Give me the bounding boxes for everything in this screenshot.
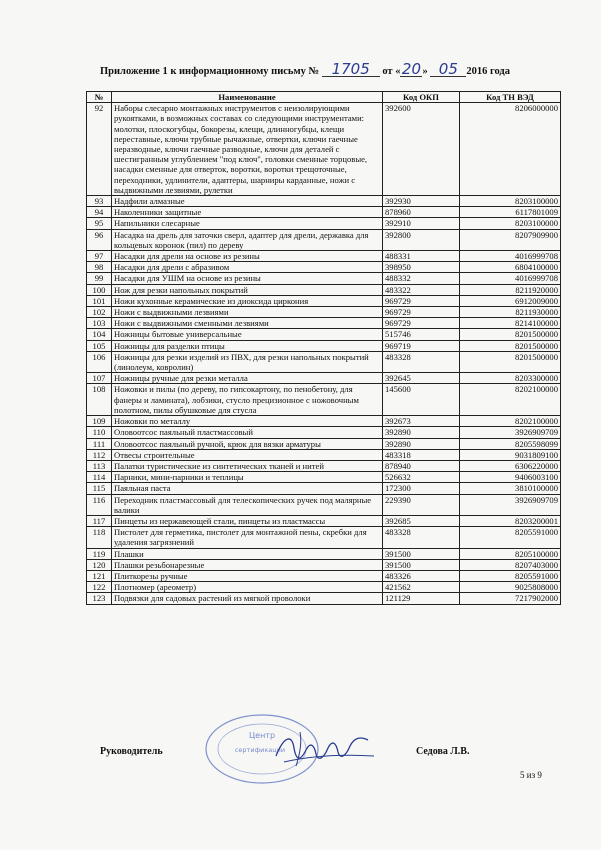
row-okp-code: 526632 — [383, 472, 460, 483]
row-number: 99 — [87, 273, 112, 284]
row-name: Переходник пластмассовый для телескопических ручек под малярные валики — [112, 494, 383, 515]
row-name: Ножницы бытовые универсальные — [112, 329, 383, 340]
signatory-name: Седова Л.В. — [416, 746, 470, 757]
signature — [270, 726, 380, 772]
row-okp-code: 391500 — [383, 559, 460, 570]
row-number: 118 — [87, 527, 112, 548]
row-okp-code: 878960 — [383, 207, 460, 218]
table-row — [87, 318, 561, 329]
page-number: 5 из 9 — [520, 770, 542, 780]
row-number: 92 — [87, 103, 112, 196]
row-okp-code: 878940 — [383, 460, 460, 471]
products-table — [86, 91, 561, 605]
row-number: 123 — [87, 593, 112, 604]
table-row — [87, 416, 561, 427]
row-name: Насадки для УШМ на основе из резины — [112, 273, 383, 284]
document-header — [100, 62, 570, 77]
row-number: 117 — [87, 515, 112, 526]
row-tnved-code: 8203300000 — [460, 373, 561, 384]
table-row — [87, 196, 561, 207]
row-okp-code: 121129 — [383, 593, 460, 604]
table-row — [87, 570, 561, 581]
header-from: от « — [382, 66, 401, 77]
row-name: Наборы слесарно монтажных инструментов с неизолирующими рукоятками, в возможных составах со следующими инструментами: молотки, плоскогубцы, бокорезы, клещи, длинногубцы, клещи переставные, ключи трубные рычажные, отвертки, ключи гаечные неразводные, ключи гаечные разводные, ключи для деталей с шестигранным углублением "под ключ", головки сменные торцовые, насадки сменные для отверток, воротки, воротки трещоточные, переходники, удлинители, адаптеры, шарниры карданные, ножи с выдвижными лезвиями, рулетки — [112, 103, 383, 196]
table-row — [87, 262, 561, 273]
table-row — [87, 218, 561, 229]
row-name: Напильники слесарные — [112, 218, 383, 229]
row-name: Плотномер (ареометр) — [112, 582, 383, 593]
column-header-okp: Код ОКП — [383, 92, 460, 103]
row-tnved-code: 6117801009 — [460, 207, 561, 218]
table-row — [87, 548, 561, 559]
column-header-tnved: Код ТН ВЭД — [460, 92, 561, 103]
row-number: 113 — [87, 460, 112, 471]
row-name: Ножницы для резки изделий из ПВХ, для резки напольных покрытий (линолеум, ковролин) — [112, 351, 383, 372]
row-tnved-code: 8214100000 — [460, 318, 561, 329]
row-number: 114 — [87, 472, 112, 483]
row-name: Парники, мини-парники и теплицы — [112, 472, 383, 483]
row-number: 93 — [87, 196, 112, 207]
row-name: Надфили алмазные — [112, 196, 383, 207]
row-tnved-code: 8207403000 — [460, 559, 561, 570]
row-name: Ножовки и пилы (по дереву, по гипсокартону, по пенобетону, для фанеры и ламината), лобзики, стусло прецизионное с ножовочным полотном, пилы обушковые для стусла — [112, 384, 383, 416]
row-tnved-code: 8203100000 — [460, 196, 561, 207]
row-name: Плашки резьбонарезные — [112, 559, 383, 570]
row-okp-code: 392645 — [383, 373, 460, 384]
row-name: Пинцеты из нержавеющей стали, пинцеты из пластмассы — [112, 515, 383, 526]
row-tnved-code: 8202100000 — [460, 384, 561, 416]
row-number: 101 — [87, 295, 112, 306]
row-tnved-code: 6306220000 — [460, 460, 561, 471]
header-letter-number: 1705 — [322, 62, 380, 77]
row-okp-code: 391500 — [383, 548, 460, 559]
row-tnved-code: 8206000000 — [460, 103, 561, 196]
row-number: 110 — [87, 427, 112, 438]
row-name: Ножи кухонные керамические из диоксида циркония — [112, 295, 383, 306]
row-okp-code: 483328 — [383, 351, 460, 372]
row-tnved-code: 8205100000 — [460, 548, 561, 559]
row-number: 104 — [87, 329, 112, 340]
header-quote-close: » — [422, 66, 428, 77]
row-tnved-code: 3810100000 — [460, 483, 561, 494]
row-number: 107 — [87, 373, 112, 384]
row-name: Оловоотсос паяльный пластмассовый — [112, 427, 383, 438]
row-okp-code: 229390 — [383, 494, 460, 515]
table-row — [87, 559, 561, 570]
row-number: 119 — [87, 548, 112, 559]
table-row — [87, 494, 561, 515]
table-row — [87, 582, 561, 593]
row-name: Ножницы для разделки птицы — [112, 340, 383, 351]
row-tnved-code: 8211920000 — [460, 284, 561, 295]
table-row — [87, 460, 561, 471]
row-tnved-code: 8202100000 — [460, 416, 561, 427]
row-name: Ножи с выдвижными лезвиями — [112, 307, 383, 318]
row-number: 106 — [87, 351, 112, 372]
row-name: Плиткорезы ручные — [112, 570, 383, 581]
table-row — [87, 527, 561, 548]
row-okp-code: 488332 — [383, 273, 460, 284]
row-okp-code: 969719 — [383, 340, 460, 351]
row-okp-code: 145600 — [383, 384, 460, 416]
row-tnved-code: 8207909900 — [460, 229, 561, 250]
row-name: Паяльная паста — [112, 483, 383, 494]
row-name: Нож для резки напольных покрытий — [112, 284, 383, 295]
table-row — [87, 438, 561, 449]
row-okp-code: 392800 — [383, 229, 460, 250]
row-number: 100 — [87, 284, 112, 295]
row-number: 109 — [87, 416, 112, 427]
row-tnved-code: 8201500000 — [460, 329, 561, 340]
signatory-title: Руководитель — [100, 746, 163, 757]
row-okp-code: 969729 — [383, 295, 460, 306]
table-row — [87, 284, 561, 295]
row-okp-code: 392600 — [383, 103, 460, 196]
row-number: 121 — [87, 570, 112, 581]
row-okp-code: 392890 — [383, 427, 460, 438]
row-okp-code: 969729 — [383, 307, 460, 318]
header-day: 20 — [401, 60, 422, 78]
header-month: 05 — [430, 62, 466, 77]
row-name: Ножи с выдвижными сменными лезвиями — [112, 318, 383, 329]
row-name: Насадки для дрели на основе из резины — [112, 251, 383, 262]
row-tnved-code: 3926909709 — [460, 494, 561, 515]
row-okp-code: 488331 — [383, 251, 460, 262]
row-tnved-code: 7217902000 — [460, 593, 561, 604]
table-row — [87, 427, 561, 438]
row-number: 95 — [87, 218, 112, 229]
row-tnved-code: 8205591000 — [460, 527, 561, 548]
row-number: 108 — [87, 384, 112, 416]
row-number: 120 — [87, 559, 112, 570]
row-tnved-code: 8205598099 — [460, 438, 561, 449]
row-number: 103 — [87, 318, 112, 329]
table-row — [87, 273, 561, 284]
row-name: Плашки — [112, 548, 383, 559]
row-name: Отвесы строительные — [112, 449, 383, 460]
row-tnved-code: 9031809100 — [460, 449, 561, 460]
table-row — [87, 251, 561, 262]
row-name: Ножовки по металлу — [112, 416, 383, 427]
table-row — [87, 472, 561, 483]
header-prefix: Приложение 1 к информационному письму № — [100, 66, 320, 77]
row-okp-code: 392890 — [383, 438, 460, 449]
table-row — [87, 515, 561, 526]
row-okp-code: 969729 — [383, 318, 460, 329]
table-row — [87, 307, 561, 318]
row-tnved-code: 9025808000 — [460, 582, 561, 593]
row-name: Насадка на дрель для заточки сверл, адаптер для дрели, державка для кольцевых коронок (пил) по дереву — [112, 229, 383, 250]
row-okp-code: 392910 — [383, 218, 460, 229]
table-body — [87, 103, 561, 604]
table-row — [87, 351, 561, 372]
column-header-name: Наименование — [112, 92, 383, 103]
row-tnved-code: 9406003100 — [460, 472, 561, 483]
row-okp-code: 483322 — [383, 284, 460, 295]
stamp-text-mid: сертификации — [234, 746, 286, 754]
row-okp-code: 515746 — [383, 329, 460, 340]
header-year: 2016 года — [466, 66, 510, 77]
table-row — [87, 593, 561, 604]
row-name: Наколенники защитные — [112, 207, 383, 218]
table-row — [87, 295, 561, 306]
row-tnved-code: 8205591000 — [460, 570, 561, 581]
row-tnved-code: 6804100000 — [460, 262, 561, 273]
row-number: 112 — [87, 449, 112, 460]
table-row — [87, 449, 561, 460]
row-tnved-code: 4016999708 — [460, 273, 561, 284]
row-tnved-code: 8201500000 — [460, 340, 561, 351]
row-tnved-code: 8203100000 — [460, 218, 561, 229]
row-tnved-code: 8211930000 — [460, 307, 561, 318]
row-okp-code: 483326 — [383, 570, 460, 581]
row-number: 102 — [87, 307, 112, 318]
row-number: 98 — [87, 262, 112, 273]
row-name: Оловоотсос паяльный ручной, крюк для вязки арматуры — [112, 438, 383, 449]
row-okp-code: 483328 — [383, 527, 460, 548]
row-okp-code: 172300 — [383, 483, 460, 494]
row-name: Ножницы ручные для резки металла — [112, 373, 383, 384]
table-row — [87, 207, 561, 218]
row-okp-code: 421562 — [383, 582, 460, 593]
row-number: 94 — [87, 207, 112, 218]
row-name: Пистолет для герметика, пистолет для монтажной пены, скребки для удаления загрязнений — [112, 527, 383, 548]
row-number: 96 — [87, 229, 112, 250]
row-number: 97 — [87, 251, 112, 262]
table-row — [87, 384, 561, 416]
table-row — [87, 103, 561, 196]
table-row — [87, 340, 561, 351]
row-okp-code: 392930 — [383, 196, 460, 207]
row-name: Насадки для дрели с абразивом — [112, 262, 383, 273]
row-tnved-code: 3926909709 — [460, 427, 561, 438]
row-tnved-code: 6912009000 — [460, 295, 561, 306]
row-number: 122 — [87, 582, 112, 593]
row-name: Подвязки для садовых растений из мягкой проволоки — [112, 593, 383, 604]
column-header-number: № — [87, 92, 112, 103]
row-number: 105 — [87, 340, 112, 351]
row-number: 116 — [87, 494, 112, 515]
row-name: Палатки туристические из синтетических тканей и нитей — [112, 460, 383, 471]
row-okp-code: 392673 — [383, 416, 460, 427]
table-row — [87, 373, 561, 384]
table-row — [87, 483, 561, 494]
table-row — [87, 229, 561, 250]
row-okp-code: 392685 — [383, 515, 460, 526]
row-number: 115 — [87, 483, 112, 494]
row-tnved-code: 8201500000 — [460, 351, 561, 372]
row-number: 111 — [87, 438, 112, 449]
row-tnved-code: 8203200001 — [460, 515, 561, 526]
table-row — [87, 329, 561, 340]
row-okp-code: 483318 — [383, 449, 460, 460]
stamp-text-top: Центр — [248, 731, 276, 740]
table-header-row — [87, 92, 561, 103]
row-tnved-code: 4016999708 — [460, 251, 561, 262]
row-okp-code: 398950 — [383, 262, 460, 273]
